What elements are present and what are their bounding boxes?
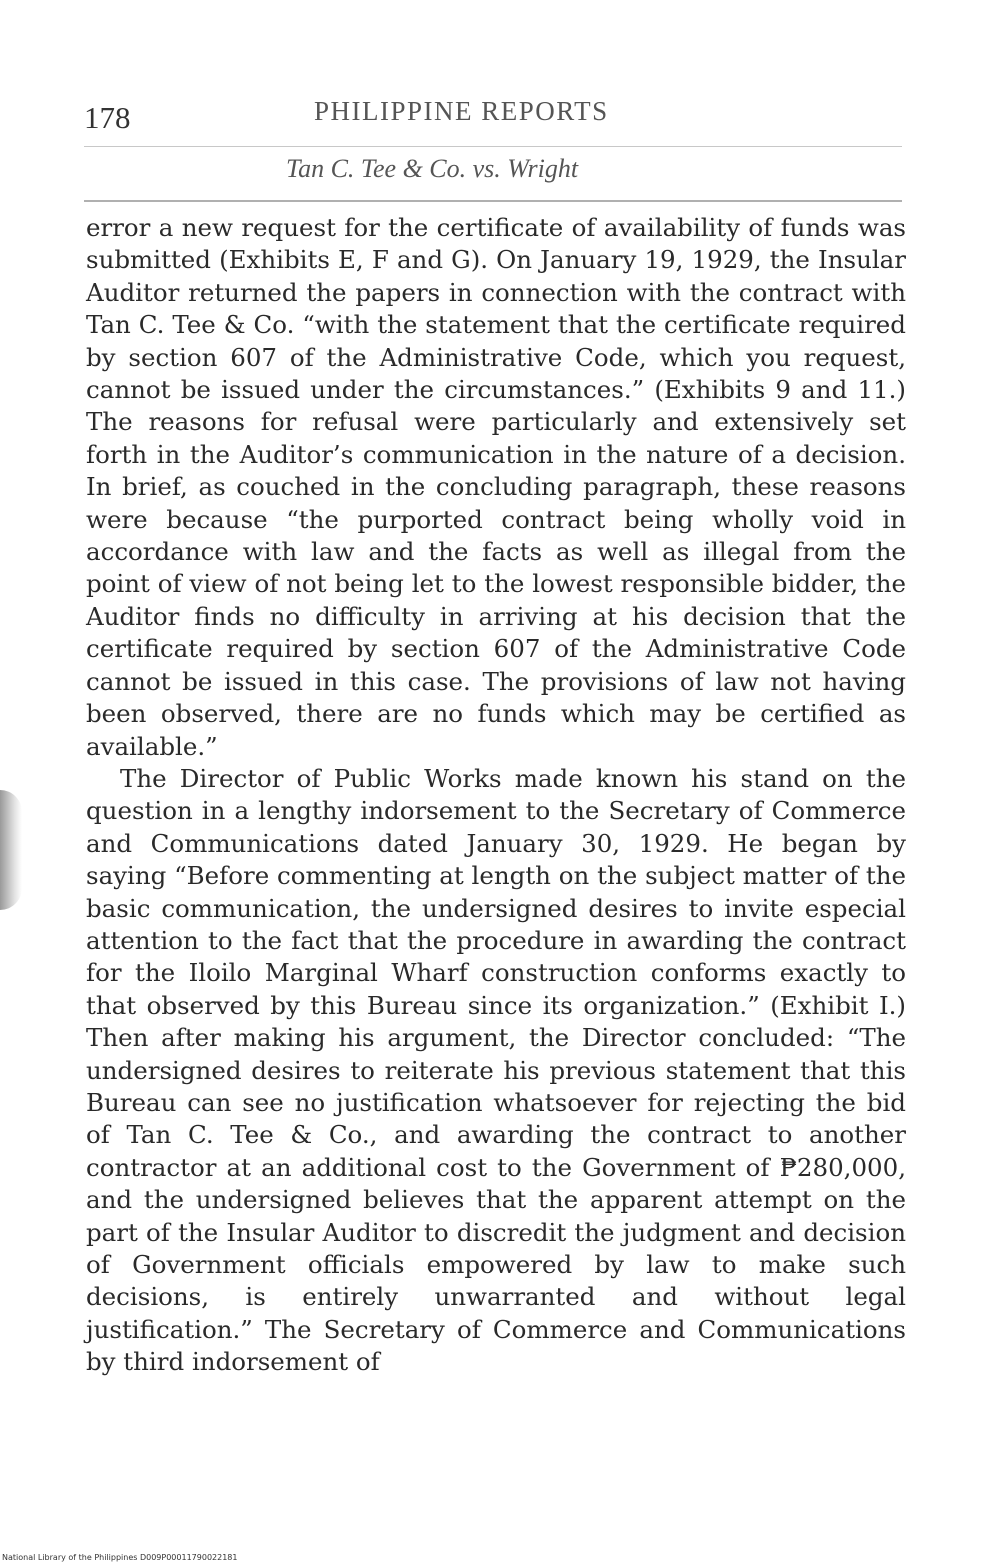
body-text [86,212,906,1379]
scan-footer-id: National Library of the Philippines D009P00011790022181 [2,1553,238,1562]
header-rule-lower [84,200,902,202]
page-edge-shadow [0,790,22,910]
case-title: Tan C. Tee & Co. vs. Wright [286,154,579,183]
page-number: 178 [84,100,131,135]
running-head: PHILIPPINE REPORTS [314,96,609,126]
header-rule [84,146,902,147]
paragraph-continuation: error a new request for the certificate of availability of funds was submitted (Exhibits E, F and G). On January 19, 1929, the Insular Auditor returned the papers in connection with the contract with Tan C. Tee & Co. “with the statement that the certificate required by section 607 of the Administrative Code, which you request, cannot be issued under the circumstances.” (Exhibits 9 and 11.) The reasons for refusal were particularly and extensively set forth in the Auditor’s communication in the nature of a decision. In brief, as couched in the concluding paragraph, these reasons were because “the purported contract being wholly void in accordance with law and the facts as well as illegal from the point of view of not being let to the lowest responsible bidder, the Auditor finds no difficulty in arriving at his decision that the certificate required by section 607 of the Administrative Code cannot be issued in this case. The provisions of law not having been observed, there are no funds which may be certified as available.” [86,213,906,761]
paragraph: The Director of Public Works made known his stand on the question in a lengthy indorsement to the Secretary of Commerce and Communications dated January 30, 1929. He began by saying “Before commenting at length on the subject matter of the basic communication, the undersigned desires to invite especial attention to the fact that the procedure in awarding the contract for the Iloilo Marginal Wharf construction conforms exactly to that observed by this Bureau since its organization.” (Exhibit I.) Then after making his argument, the Director concluded: “The undersigned desires to reiterate his previous statement that this Bureau can see no justification whatsoever for rejecting the bid of Tan C. Tee & Co., and awarding the contract to another contractor at an additional cost to the Government of ₱280,000, and the undersigned believes that the apparent attempt on the part of the Insular Auditor to discredit the judgment and decision of Government officials empowered by law to make such decisions, is entirely unwarranted and without legal justification.” The Secretary of Commerce and Communications by third indorsement of [86,763,906,1377]
